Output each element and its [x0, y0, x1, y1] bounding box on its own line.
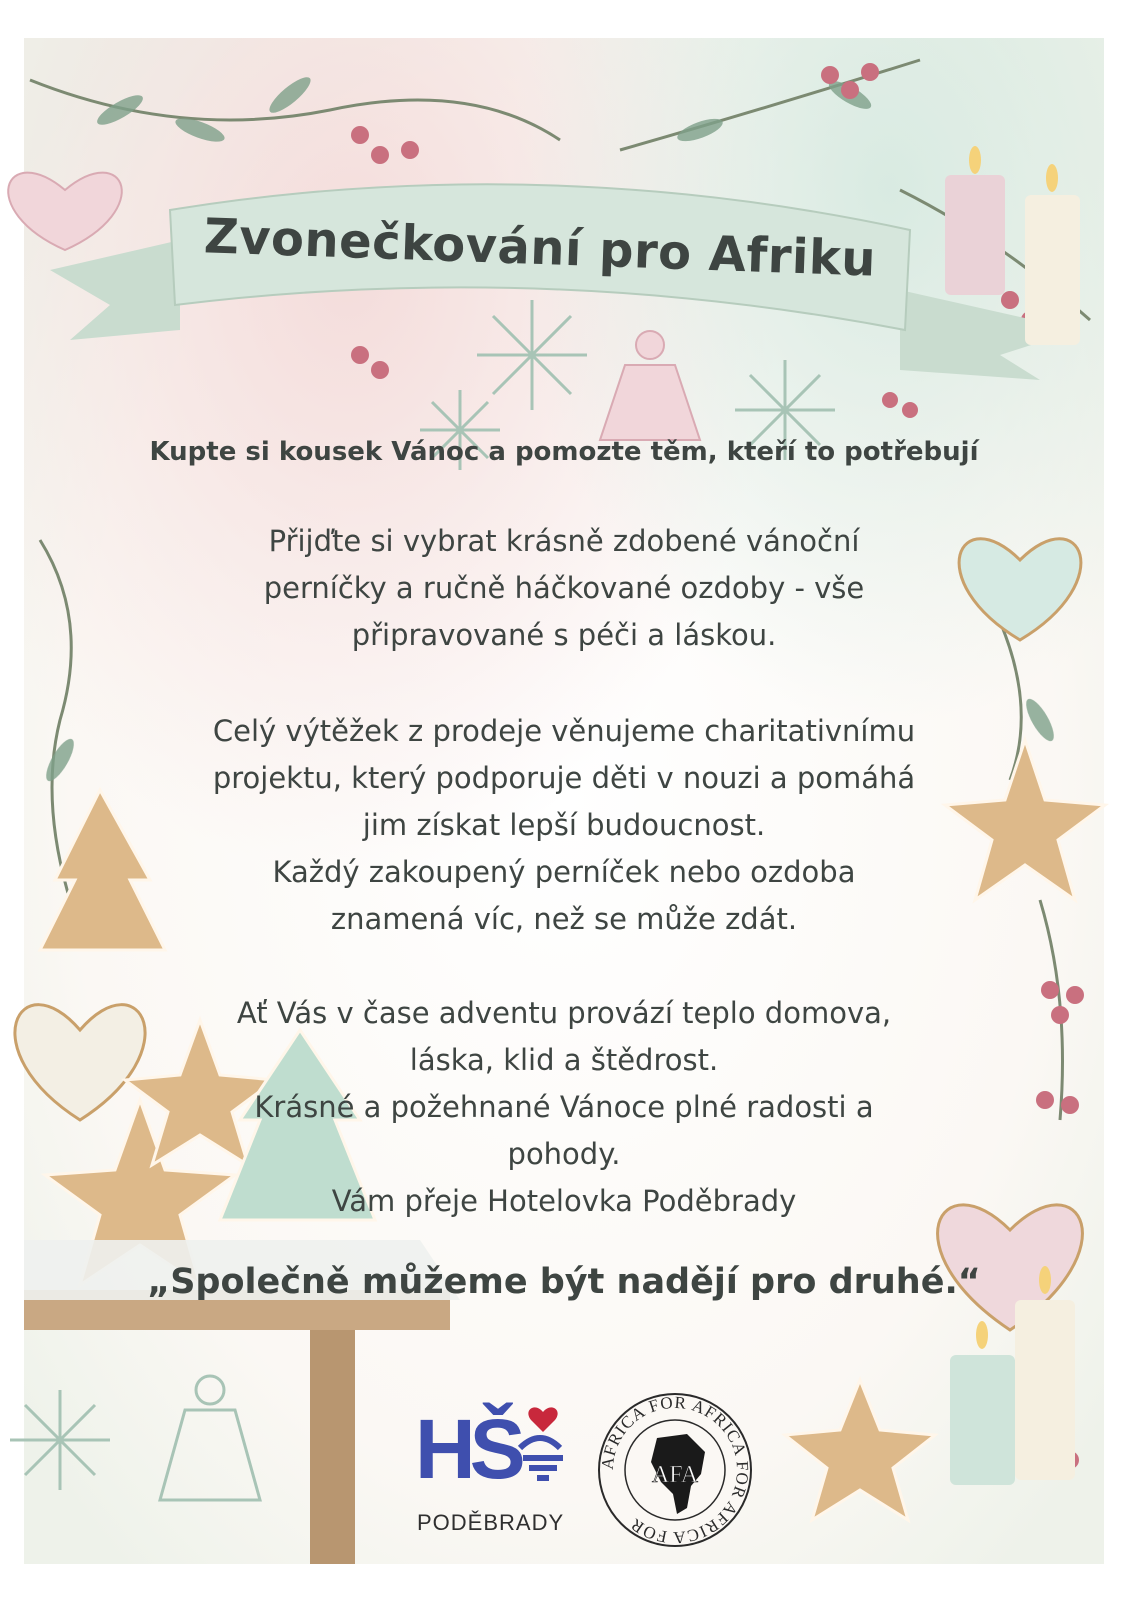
- text-line: Ať Vás v čase adventu provází teplo domova,: [236, 996, 892, 1030]
- paragraph-invitation: [150, 518, 978, 659]
- text-line: Přijďte si vybrat krásně zdobené vánoční: [268, 524, 860, 558]
- text-line: láska, klid a štědrost.: [409, 1043, 719, 1077]
- hs-podebrady-logo: [415, 1398, 585, 1538]
- hs-logo-letters: HŠ: [415, 1402, 520, 1496]
- afa-ring-text: AFRICA FOR AFRICA FOR AFRICA FOR: [597, 1392, 753, 1548]
- signature-line: Vám přeje Hotelovka Poděbrady: [331, 1184, 797, 1218]
- fountain-icon: [520, 1438, 563, 1478]
- heart-icon: [528, 1407, 557, 1432]
- text-line: perníčky a ručně háčkované ozdoby - vše: [263, 571, 865, 605]
- text-line: projektu, který podporuje děti v nouzi a pomáhá: [212, 761, 916, 795]
- text-line: Krásné a požehnané Vánoce plné radosti a: [254, 1090, 874, 1124]
- paragraph-charity: [150, 708, 978, 943]
- text-line: Každý zakoupený perníček nebo ozdoba: [272, 855, 856, 889]
- africa-for-africa-logo: [595, 1390, 755, 1550]
- closing-quote: „Společně můžeme být nadějí pro druhé.“: [147, 1262, 981, 1302]
- tagline: Kupte si kousek Vánoc a pomozte těm, kteří to potřebují: [149, 437, 979, 467]
- text-line: připravované s péči a láskou.: [351, 618, 777, 652]
- paragraph-greeting: [150, 990, 978, 1225]
- text-line: znamená víc, než se může zdát.: [330, 902, 798, 936]
- text-line: Celý výtěžek z prodeje věnujeme charitativnímu: [212, 714, 916, 748]
- text-line: jim získat lepší budoucnost.: [362, 808, 766, 842]
- afa-center-text: AFA: [651, 1462, 699, 1488]
- page-title: Zvonečkování pro Afriku: [203, 208, 877, 288]
- hs-logo-caption: PODĚBRADY: [417, 1510, 565, 1535]
- text-line: pohody.: [507, 1137, 621, 1171]
